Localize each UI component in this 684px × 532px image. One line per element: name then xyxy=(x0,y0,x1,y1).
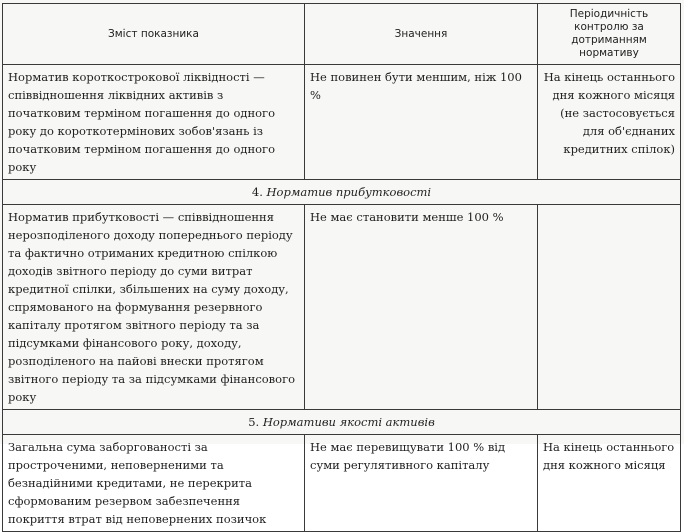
table-row xyxy=(3,435,681,532)
header-value: Значення xyxy=(305,4,538,65)
cell-value: Не має перевищувати 100 % від суми регулятивного капіталу xyxy=(305,435,538,532)
cell-indicator: Норматив короткострокової ліквідності — співвідношення ліквідних активів з початковим терміном погашення до одного року до короткотермінових зобов'язань із початковим терміном погашення до одного року xyxy=(3,65,305,180)
table-row xyxy=(3,205,681,410)
header-indicator: Зміст показника xyxy=(3,4,305,65)
cell-periodicity xyxy=(538,205,681,410)
cell-indicator: Загальна сума заборгованості за простроченими, неповерненими та безнадійними кредитами, не перекрита сформованим резервом забезпечення покриття втрат від неповернених позичок xyxy=(3,435,305,532)
section-number: 5. xyxy=(248,415,260,429)
table-header-row xyxy=(3,4,681,65)
section-title: Нормативи якості активів xyxy=(262,415,435,429)
section-number: 4. xyxy=(251,185,263,199)
section-heading xyxy=(3,180,681,205)
cell-value: Не має становити менше 100 % xyxy=(305,205,538,410)
cell-value: Не повинен бути меншим, ніж 100 % xyxy=(305,65,538,180)
cell-periodicity: На кінець останнього дня кожного місяця xyxy=(538,435,681,532)
section-row xyxy=(3,180,681,205)
table-row xyxy=(3,65,681,180)
cell-indicator: Норматив прибутковості — співвідношення нерозподіленого доходу попереднього періоду та фактично отриманих кредитною спілкою доходів звітного періоду до суми витрат кредитної спілки, збільшених на суму доходу, спрямованого на формування резервного капіталу протягом звітного періоду та за підсумками фінансового року, доходу, розподіленого на пайові внески протягом звітного періоду та за підсумками фінансового року xyxy=(3,205,305,410)
section-heading xyxy=(3,410,681,435)
norms-table xyxy=(2,3,681,532)
section-row xyxy=(3,410,681,435)
header-periodicity: Періодичність контролю за дотриманням нормативу xyxy=(538,4,681,65)
cell-periodicity: На кінець останнього дня кожного місяця (не застосовується для об'єднаних кредитних спілок) xyxy=(538,65,681,180)
section-title: Норматив прибутковості xyxy=(266,185,432,199)
